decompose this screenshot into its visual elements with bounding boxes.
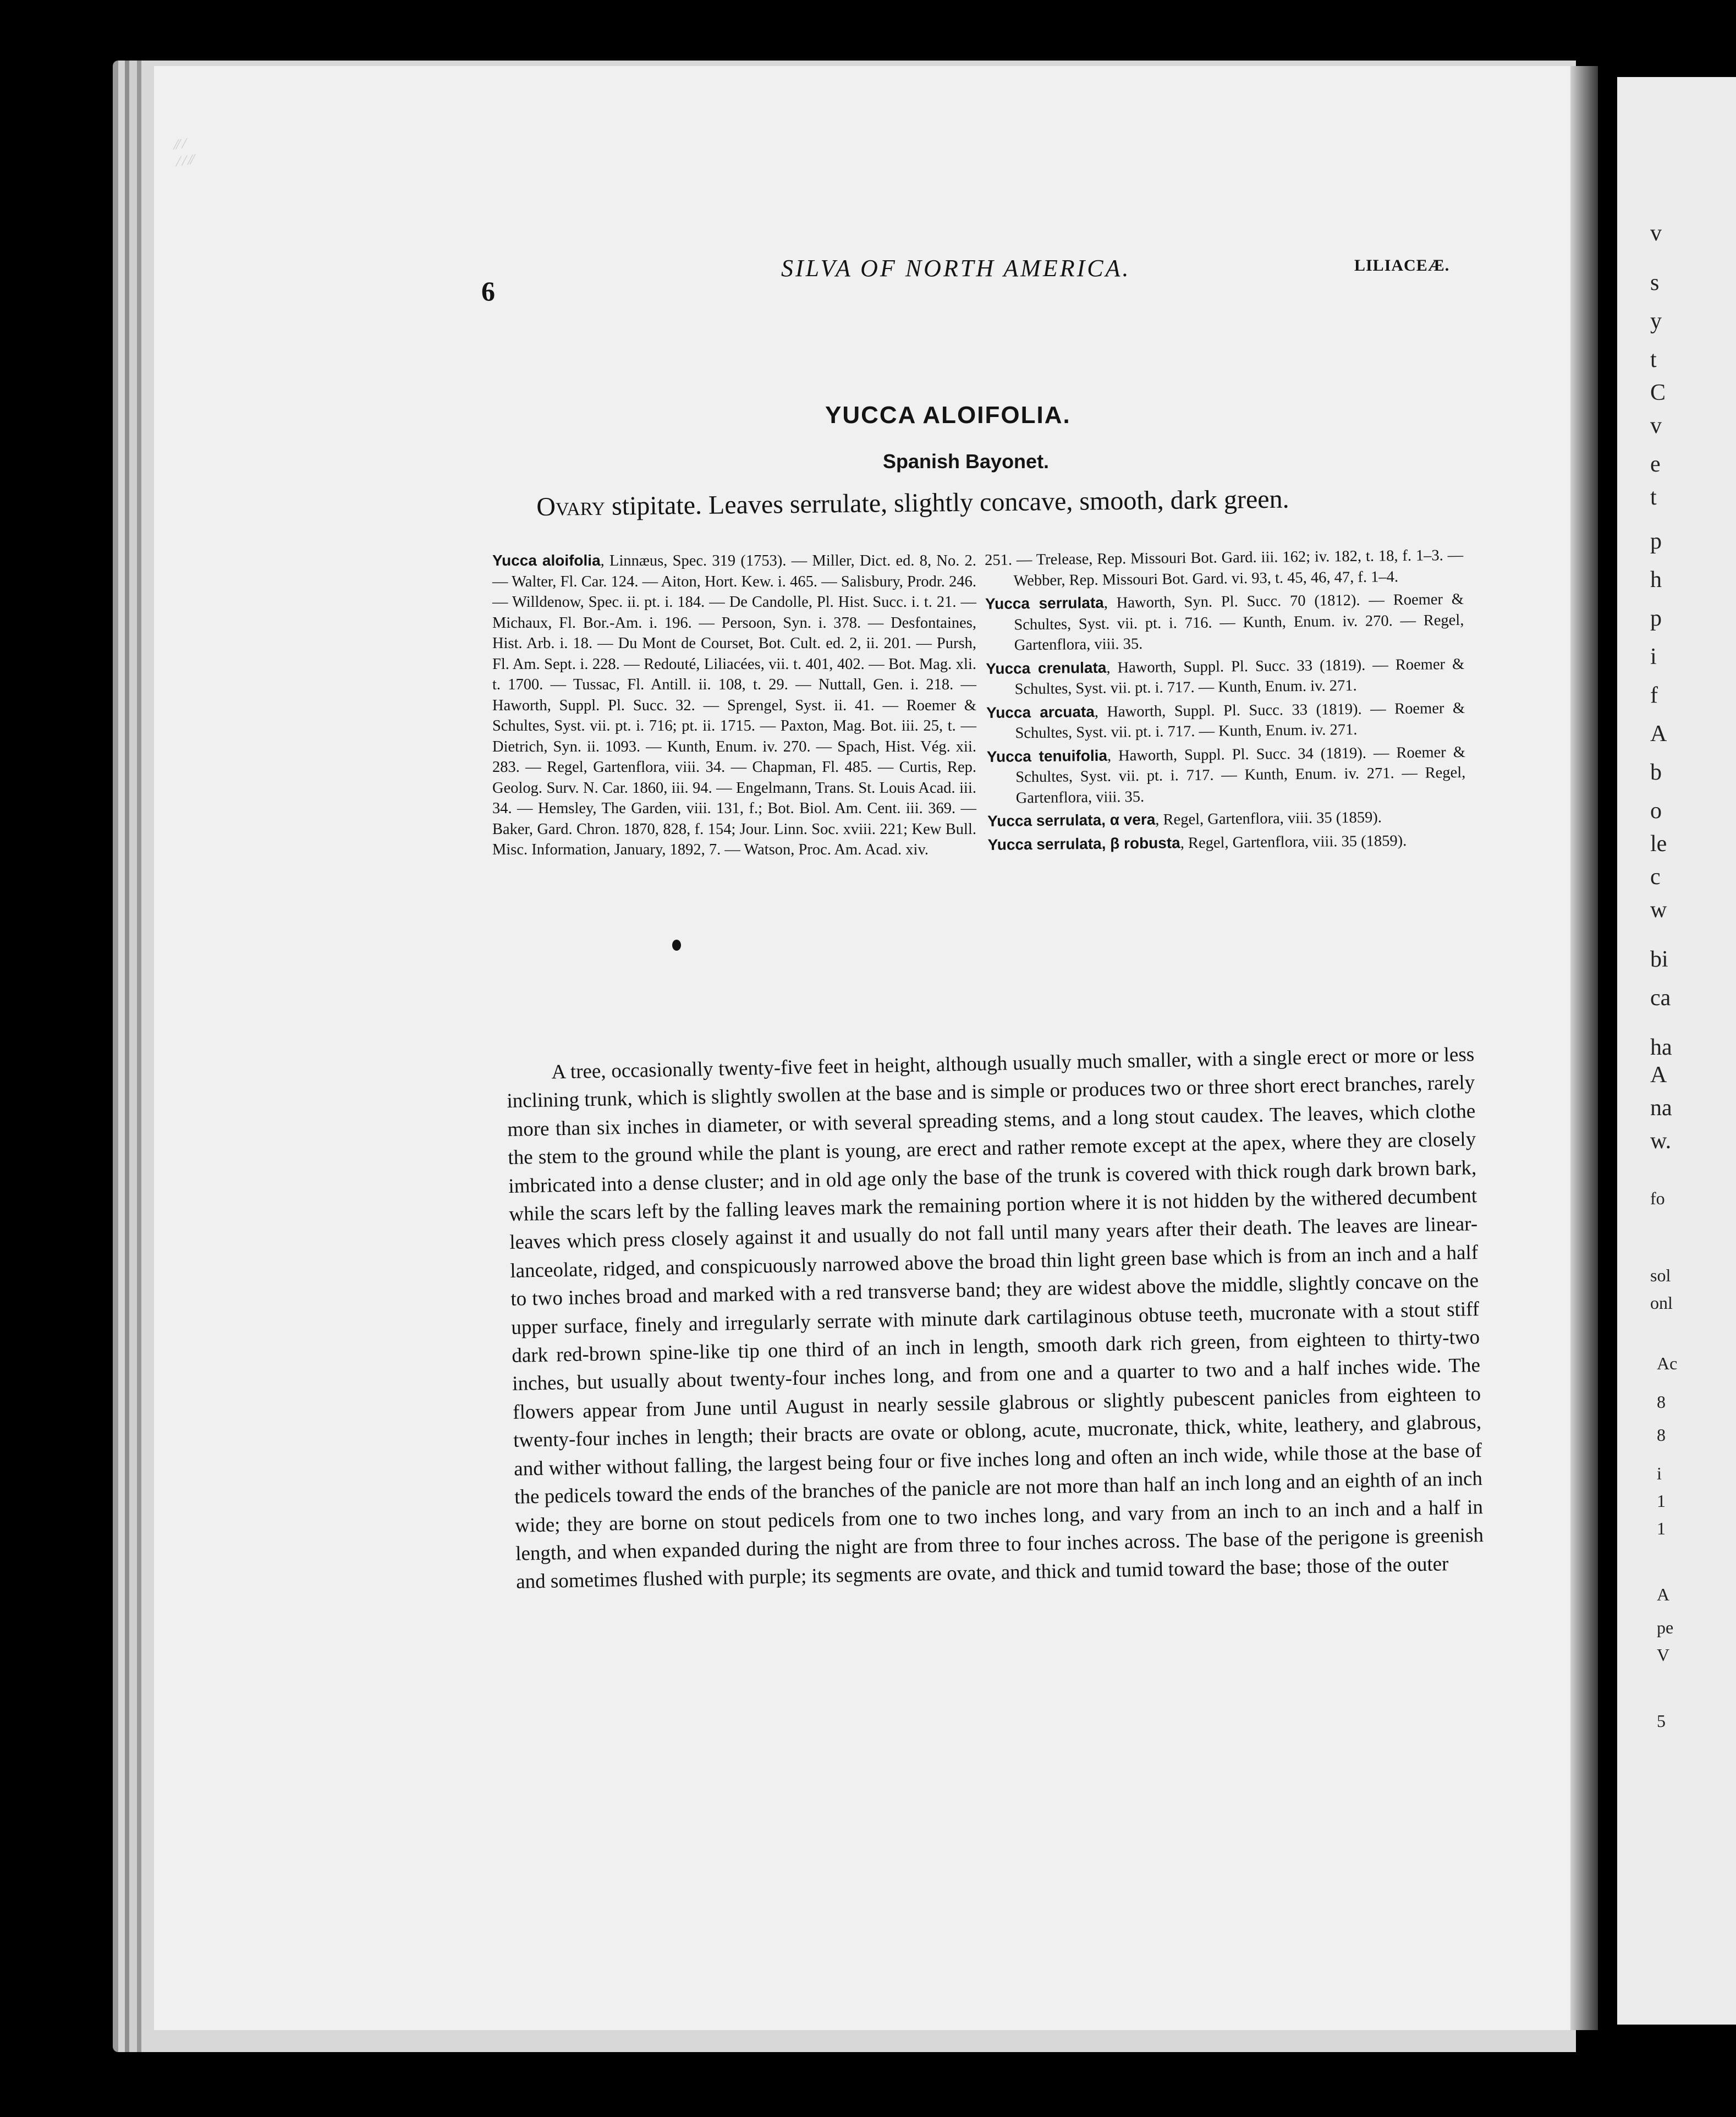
- diagnosis-lead: Ovary: [536, 491, 606, 522]
- adjacent-page-letter: A: [1650, 721, 1667, 747]
- diagnosis-rest: stipitate. Leaves serrulate, slightly concave, smooth, dark green.: [605, 484, 1289, 521]
- adjacent-page-letter: le: [1650, 831, 1667, 857]
- adjacent-page-letter: pe: [1657, 1617, 1674, 1637]
- synonymy-entry: [987, 829, 1466, 855]
- synonym-name: Yucca crenulata: [986, 659, 1107, 677]
- synonym-name: Yucca serrulata: [985, 594, 1104, 612]
- section-label: LILIACEÆ.: [1354, 256, 1450, 275]
- synonym-name: Yucca arcuata: [986, 703, 1095, 721]
- synonym-name: Yucca serrulata, α vera: [987, 810, 1156, 830]
- description-paragraph: [506, 1040, 1484, 1596]
- adjacent-page-letter: na: [1650, 1095, 1672, 1121]
- adjacent-page-letter: 5: [1657, 1711, 1666, 1731]
- adjacent-page-letter: h: [1650, 567, 1662, 593]
- adjacent-page-letter: p: [1650, 606, 1662, 631]
- adjacent-page-letter: C: [1650, 380, 1666, 405]
- synonym-citation: , Linnæus, Spec. 319 (1753). — Miller, Dict. ed. 8, No. 2. — Walter, Fl. Car. 124. — Aiton, Hort. Kew. i. 465. — Salisbury, Prodr. 246. — Willdenow, Spec. ii. pt. i. 184. — De Candolle, Pl. Hist. Succ. i. t. 21. — Michaux, Fl. Bor.-Am. i. 196. — Persoon, Syn. i. 378. — Desfontaines, Hist. Arb. i. 18. — Du Mont de Courset, Bot. Cult. ed. 2, ii. 201. — Pursh, Fl. Am. Sept. i. 228. — Redouté, Liliacées, vii. t. 401, 402. — Bot. Mag. xli. t. 1700. — Tussac, Fl. Antill. ii. 108, t. 29. — Nuttall, Gen. i. 218. — Haworth, Suppl. Pl. Succ. 32. — Sprengel, Syst. ii. 41. — Roemer & Schultes, Syst. vii. pt. i. 716; pt. ii. 1715. — Paxton, Mag. Bot. iii. 25, t. — Dietrich, Syn. ii. 1093. — Kunth, Enum. iv. 270. — Spach, Hist. Vég. xii. 283. — Regel, Gartenflora, viii. 34. — Chapman, Fl. 485. — Curtis, Rep. Geolog. Surv. N. Car. 1860, iii. 94. — Engelmann, Trans. St. Louis Acad. iii. 34. — Hemsley, The Garden, viii. 131, f.; Bot. Biol. Am. Cent. iii. 369. — Baker, Gard. Chron. 1870, 828, f. 154; Jour. Linn. Soc. xviii. 221; Kew Bull. Misc. Information, January, 1892, 7. — Watson, Proc. Am. Acad. xiv.: [492, 552, 977, 858]
- adjacent-page-letter: t: [1650, 485, 1657, 510]
- adjacent-page-letter: 8: [1657, 1392, 1666, 1412]
- synonymy-entry: [987, 806, 1466, 832]
- adjacent-page-letter: f: [1650, 683, 1658, 708]
- adjacent-page-letter: s: [1650, 270, 1660, 295]
- adjacent-page-letter: fo: [1650, 1188, 1665, 1208]
- synonymy-entry: [492, 550, 976, 860]
- adjacent-page-letter: w: [1650, 897, 1667, 923]
- adjacent-page-letter: A: [1650, 1062, 1667, 1088]
- synonym-citation: , Haworth, Suppl. Pl. Succ. 34 (1819). — Roemer & Schultes, Syst. vii. pt. i. 717. — Kunth, Enum. iv. 271. — Regel, Gartenflora, viii. 35.: [1015, 743, 1466, 807]
- adjacent-page-letter: ha: [1650, 1035, 1672, 1060]
- pencil-marks: ⁄⁄ ⁄ ⁄ ⁄ ⁄⁄: [173, 135, 195, 170]
- synonymy-entry: [987, 741, 1466, 809]
- adjacent-page-letter: 8: [1657, 1425, 1666, 1445]
- adjacent-page-letter: ca: [1650, 985, 1671, 1011]
- ink-blot: [672, 940, 681, 951]
- page-number: 6: [481, 276, 495, 306]
- adjacent-page-letter: bi: [1650, 947, 1668, 972]
- adjacent-page-letter: v: [1650, 413, 1662, 438]
- synonym-citation: , Regel, Gartenflora, viii. 35 (1859).: [1155, 809, 1382, 829]
- synonymy-entry: [985, 589, 1464, 656]
- synonymy-continuation: 251. — Trelease, Rep. Missouri Bot. Gard. iii. 162; iv. 182, t. 18, f. 1–3. — Webber, Rep. Missouri Bot. Gard. vi. 93, t. 45, 46, 47, f. 1–4.: [985, 546, 1464, 589]
- synonym-name: Yucca tenuifolia: [986, 747, 1108, 765]
- synonymy-right-column: [985, 545, 1466, 858]
- running-title: SILVA OF NORTH AMERICA.: [781, 255, 1131, 282]
- synonym-citation: , Haworth, Suppl. Pl. Succ. 33 (1819). — Roemer & Schultes, Syst. vii. pt. i. 717. — Kunth, Enum. iv. 271.: [1014, 655, 1465, 698]
- species-title: YUCCA ALOIFOLIA.: [825, 402, 1071, 429]
- gutter-shadow: [1570, 66, 1598, 2030]
- adjacent-page-letter: V: [1657, 1645, 1670, 1665]
- adjacent-page-letter: b: [1650, 760, 1662, 785]
- adjacent-page-letter: c: [1650, 864, 1661, 890]
- adjacent-page-letter: sol: [1650, 1265, 1671, 1285]
- adjacent-page-fragment: [1617, 77, 1736, 2025]
- adjacent-page-letter: onl: [1650, 1293, 1673, 1313]
- adjacent-page-letter: o: [1650, 798, 1662, 824]
- adjacent-page-letter: Ac: [1657, 1353, 1678, 1373]
- adjacent-page-letter: A: [1657, 1584, 1670, 1604]
- adjacent-page-letter: t: [1650, 347, 1657, 372]
- synonymy-entry: [986, 697, 1465, 744]
- adjacent-page-letter: i: [1650, 644, 1657, 670]
- synonym-citation: , Haworth, Suppl. Pl. Succ. 33 (1819). — Roemer & Schultes, Syst. vii. pt. i. 717. — Kunth, Enum. iv. 271.: [1015, 699, 1465, 742]
- synonymy-left-column: [492, 550, 976, 860]
- adjacent-page-letter: i: [1657, 1463, 1662, 1483]
- common-name: Spanish Bayonet.: [883, 450, 1050, 473]
- adjacent-page-letter: 1: [1657, 1518, 1666, 1538]
- adjacent-page-letter: y: [1650, 309, 1662, 334]
- adjacent-page-letter: w.: [1650, 1128, 1672, 1154]
- description-text: A tree, occasionally twenty-five feet in height, although usually much smaller, with a single erect or more or less inclining trunk, which is slightly swollen at the base and is simple or produces two or three short erect branches, rarely more than six inches in diameter, or with several spreading stems, and a long stout caudex. The leaves, which clothe the stem to the ground while the plant is young, are erect and rather remote except at the apex, where they are closely imbricated into a dense cluster; and in old age only the base of the trunk is covered with thick rough dark brown bark, while the scars left by the falling leaves mark the remaining portion where it is not hidden by the withered decumbent leaves which press closely against it and usually do not fall until many years after their death. The leaves are linear-lanceolate, ridged, and conspicuously narrowed above the broad thin light green base which is from an inch and a half to two inches broad and marked with a red transverse band; they are widest above the middle, slightly concave on the upper surface, finely and irregularly serrate with minute dark cartilaginous obtuse teeth, mucronate with a stout stiff dark red-brown spine-like tip one third of an inch in length, smooth dark rich green, from eighteen to thirty-two inches, but usually about twenty-four inches long, and from one and a quarter to two and a half inches wide. The flowers appear from June until August in nearly sessile glabrous or slightly pubescent panicles from eighteen to twenty-four inches in length; their bracts are ovate or oblong, acute, mucronate, thick, white, leathery, and glabrous, and wither without falling, the largest being four or five inches long and often an inch wide, while those at the base of the pedicels toward the ends of the branches of the panicle are not more than half an inch long and an eighth of an inch wide; they are borne on stout pedicels from one to two inches long, and vary from an inch to an inch and a half in length, and when expanded during the night are from three to four inches across. The base of the perigone is greenish and sometimes flushed with purple; its segments are ovate, and thick and tumid toward the base; those of the outer: [507, 1043, 1484, 1594]
- adjacent-page-letter: e: [1650, 452, 1661, 477]
- synonym-citation: , Regel, Gartenflora, viii. 35 (1859).: [1180, 832, 1407, 852]
- synonym-citation: , Haworth, Syn. Pl. Succ. 70 (1812). — Roemer & Schultes, Syst. vii. pt. i. 716. — Kunth, Enum. iv. 270. — Regel, Gartenflora, viii. 35.: [1014, 590, 1464, 654]
- adjacent-page-letter: v: [1650, 221, 1662, 246]
- synonym-name: Yucca serrulata, β robusta: [987, 833, 1180, 853]
- synonymy-entry: [986, 653, 1465, 700]
- synonym-name: Yucca aloifolia: [492, 552, 601, 569]
- adjacent-page-letter: 1: [1657, 1491, 1666, 1511]
- adjacent-page-letter: p: [1650, 529, 1662, 554]
